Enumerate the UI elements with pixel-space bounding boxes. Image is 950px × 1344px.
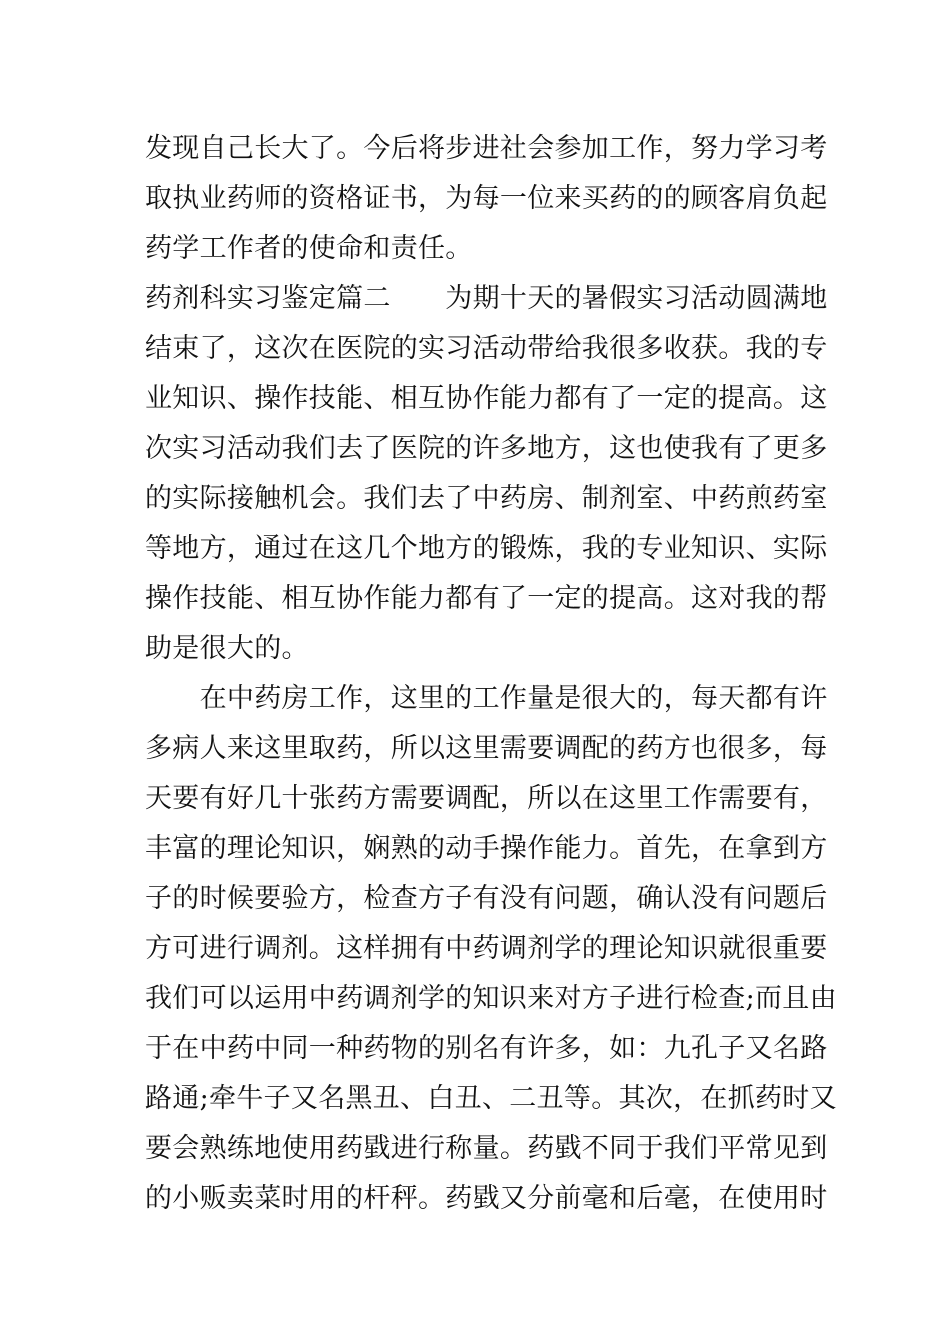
text-line: 的实际接触机会。我们去了中药房、制剂室、中药煎药室 bbox=[145, 483, 828, 514]
text-line: 方可进行调剂。这样拥有中药调剂学的理论知识就很重要 bbox=[145, 933, 828, 964]
text-line: 次实习活动我们去了医院的许多地方，这也使我有了更多 bbox=[145, 433, 828, 464]
paragraph-start-line: 在中药房工作，这里的工作量是很大的，每天都有许 bbox=[145, 683, 828, 714]
text-line: 业知识、操作技能、相互协作能力都有了一定的提高。这 bbox=[145, 383, 828, 414]
text-line: 路通;牵牛子又名黑丑、白丑、二丑等。其次，在抓药时又 bbox=[145, 1083, 837, 1114]
text-line: 于在中药中同一种药物的别名有许多，如：九孔子又名路 bbox=[145, 1033, 828, 1064]
text-line: 子的时候要验方，检查方子有没有问题，确认没有问题后 bbox=[145, 883, 828, 914]
section-heading-line: 药剂科实习鉴定篇二 为期十天的暑假实习活动圆满地 bbox=[145, 283, 828, 314]
text-line: 丰富的理论知识，娴熟的动手操作能力。首先，在拿到方 bbox=[145, 833, 828, 864]
text-line: 发现自己长大了。今后将步进社会参加工作，努力学习考 bbox=[145, 133, 828, 164]
text-line: 天要有好几十张药方需要调配，所以在这里工作需要有， bbox=[145, 783, 828, 814]
text-line: 的小贩卖菜时用的杆秤。药戥又分前毫和后毫，在使用时 bbox=[145, 1183, 828, 1214]
text-line: 取执业药师的资格证书，为每一位来买药的的顾客肩负起 bbox=[145, 183, 828, 214]
text-line: 药学工作者的使命和责任。 bbox=[145, 233, 473, 264]
text-line: 结束了，这次在医院的实习活动带给我很多收获。我的专 bbox=[145, 333, 828, 364]
text-line: 等地方，通过在这几个地方的锻炼，我的专业知识、实际 bbox=[145, 533, 828, 564]
text-line: 我们可以运用中药调剂学的知识来对方子进行检查;而且由 bbox=[145, 983, 837, 1014]
text-line: 多病人来这里取药，所以这里需要调配的药方也很多，每 bbox=[145, 733, 828, 764]
text-line: 操作技能、相互协作能力都有了一定的提高。这对我的帮 bbox=[145, 583, 828, 614]
text-line: 要会熟练地使用药戥进行称量。药戥不同于我们平常见到 bbox=[145, 1133, 828, 1164]
text-line: 助是很大的。 bbox=[145, 633, 309, 664]
